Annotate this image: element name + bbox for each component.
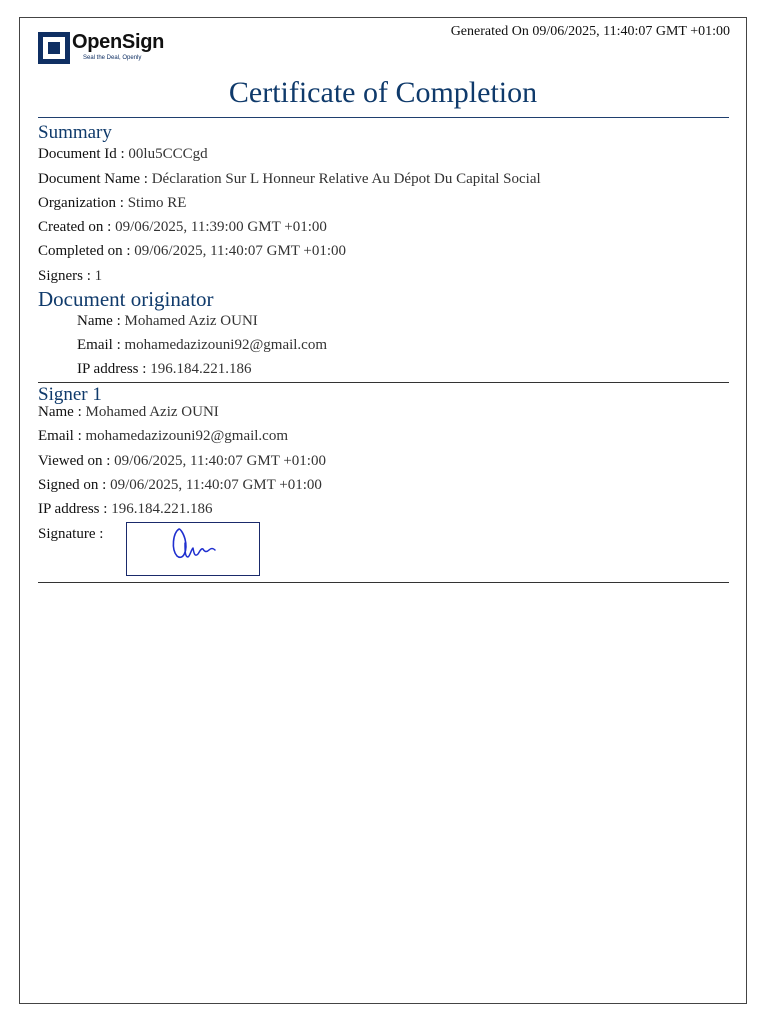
- created-on-row: [38, 219, 327, 236]
- originator-name-value: Mohamed Aziz OUNI: [124, 313, 258, 329]
- created-on-value: 09/06/2025, 11:39:00 GMT +01:00: [115, 219, 327, 235]
- summary-heading: Summary: [38, 122, 112, 143]
- signer-name-row: [38, 404, 219, 421]
- document-name-value: Déclaration Sur L Honneur Relative Au Dépot Du Capital Social: [151, 171, 541, 187]
- signature-image: [126, 522, 260, 576]
- originator-email-label: Email :: [77, 337, 121, 353]
- signer-ip-value: 196.184.221.186: [111, 501, 213, 517]
- originator-name-row: [77, 313, 258, 330]
- organization-value: Stimo RE: [127, 195, 187, 211]
- logo-square-icon: [38, 32, 70, 64]
- originator-heading: Document originator: [38, 287, 214, 311]
- signers-label: Signers :: [38, 268, 91, 284]
- document-id-row: [38, 146, 208, 163]
- viewed-on-value: 09/06/2025, 11:40:07 GMT +01:00: [114, 453, 326, 469]
- signers-row: [38, 268, 102, 285]
- title-divider: [38, 117, 729, 118]
- completed-on-row: [38, 243, 346, 260]
- signer-name-value: Mohamed Aziz OUNI: [85, 404, 219, 420]
- logo-wordmark: OpenSign: [72, 31, 165, 53]
- opensign-logo: [38, 30, 178, 66]
- originator-ip-value: 196.184.221.186: [150, 361, 252, 377]
- viewed-on-row: [38, 453, 326, 470]
- organization-row: [38, 195, 186, 212]
- originator-email-row: [77, 337, 327, 354]
- signer-ip-label: IP address :: [38, 501, 108, 517]
- signer-name-label: Name :: [38, 404, 82, 420]
- handwritten-signature-icon: [127, 523, 259, 575]
- completed-on-label: Completed on :: [38, 243, 131, 259]
- organization-label: Organization :: [38, 195, 124, 211]
- signed-on-value: 09/06/2025, 11:40:07 GMT +01:00: [110, 477, 322, 493]
- document-name-label: Document Name :: [38, 171, 148, 187]
- signer-email-label: Email :: [38, 428, 82, 444]
- signed-on-row: [38, 477, 322, 494]
- signer-email-value: mohamedazizouni92@gmail.com: [85, 428, 289, 444]
- signer-heading: Signer 1: [38, 384, 102, 405]
- document-name-row: [38, 171, 541, 188]
- originator-ip-row: [77, 361, 251, 378]
- viewed-on-label: Viewed on :: [38, 453, 111, 469]
- signer-ip-row: [38, 501, 212, 518]
- signed-on-label: Signed on :: [38, 477, 107, 493]
- signer-divider: [38, 582, 729, 583]
- signer-email-row: [38, 428, 288, 445]
- generated-on-text: Generated On 09/06/2025, 11:40:07 GMT +01:00: [450, 24, 730, 39]
- originator-divider: [38, 382, 729, 383]
- originator-ip-label: IP address :: [77, 361, 147, 377]
- document-id-value: 00lu5CCCgd: [128, 146, 208, 162]
- document-id-label: Document Id :: [38, 146, 125, 162]
- logo-tagline: Seal the Deal, Openly: [83, 55, 142, 61]
- completed-on-value: 09/06/2025, 11:40:07 GMT +01:00: [134, 243, 347, 259]
- originator-name-label: Name :: [77, 313, 121, 329]
- originator-email-value: mohamedazizouni92@gmail.com: [124, 337, 328, 353]
- signature-label: Signature :: [38, 526, 104, 542]
- created-on-label: Created on :: [38, 219, 112, 235]
- signers-value: 1: [94, 268, 103, 284]
- page-title: Certificate of Completion: [228, 76, 538, 109]
